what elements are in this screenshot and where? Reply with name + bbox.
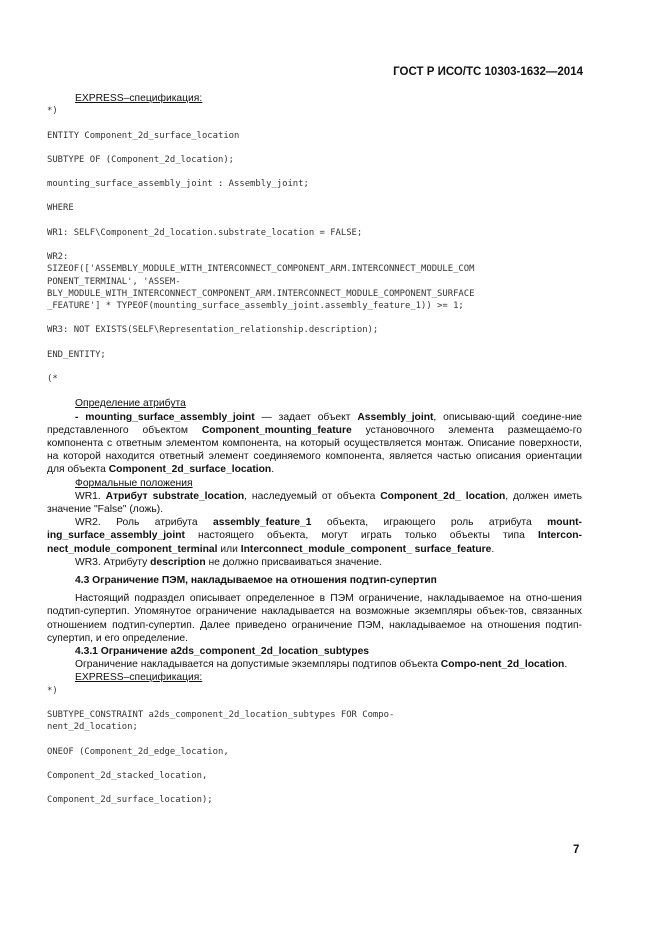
- code-open: *): [47, 685, 58, 696]
- code-constraint-line: nent_2d_location;: [47, 722, 138, 733]
- code-wr2-line: _FEATURE'] * TYPEOF(mounting_surface_assembly_joint.assembly_feature_1)) >= 1;: [47, 301, 464, 312]
- code-attribute: mounting_surface_assembly_joint : Assembly_joint;: [47, 179, 309, 190]
- code-wr1: WR1: SELF\Component_2d_location.substrate_location = FALSE;: [47, 227, 363, 238]
- formal-wr3: WR3. Атрибуту description не должно присваиваться значение.: [75, 556, 383, 568]
- code-close: (*: [47, 374, 58, 385]
- express-label: EXPRESS–спецификация:: [75, 93, 203, 104]
- section-heading: 4.3 Ограничение ПЭМ, накладываемое на отношения подтип-супертип: [75, 575, 437, 586]
- page-number: 7: [573, 844, 580, 856]
- code-wr2-line: PONENT_TERMINAL', 'ASSEM-: [47, 276, 181, 287]
- code-wr2-line: SIZEOF(['ASSEMBLY_MODULE_WITH_INTERCONNECT_COMPONENT_ARM.INTERCONNECT_MODULE_COM: [47, 264, 475, 275]
- code-wr2-label: WR2:: [47, 251, 69, 262]
- formal-heading: Формальные положения: [75, 477, 193, 489]
- formal-wr2: WR2. Роль атрибута assembly_feature_1 объекта, играющего роль атрибута mount-ing_surface_assembly_joint настоящего объекта, могут играть только объекты типа Intercon-nect_module_component_terminal или Interconnect_module_component_ surface_feature.: [47, 517, 582, 555]
- code-oneof: ONEOF (Component_2d_edge_location,: [47, 746, 229, 757]
- code-constraint-line: SUBTYPE_CONSTRAINT a2ds_component_2d_location_subtypes FOR Compo-: [47, 709, 395, 720]
- code-surface: Component_2d_surface_location);: [47, 795, 213, 806]
- code-stacked: Component_2d_stacked_location,: [47, 770, 208, 781]
- subsection-paragraph: Ограничение накладывается на допустимые экземпляры подтипов объекта Compo-nent_2d_location.: [75, 659, 568, 671]
- code-where: WHERE: [47, 203, 74, 214]
- section-paragraph: Настоящий подраздел описывает определенное в ПЭМ ограничение, накладываемое на отно-шения подтип-супертип. Упомянутое ограничение накладывается на возможные экземпляры объек-тов, связанных отношением подтип-супертип. Далее приведено ограничение ПЭМ, накладываемое на отношения подтип-супертип, и его определение.: [47, 593, 582, 644]
- attr-def-heading: Определение атрибута: [75, 398, 186, 410]
- formal-wr1: WR1. Атрибут substrate_location, наследуемый от объекта Component_2d_ location, должен иметь значение "False" (ложь).: [47, 490, 583, 515]
- subsection-heading: 4.3.1 Ограничение a2ds_component_2d_location_subtypes: [75, 646, 370, 658]
- attr-def-paragraph: - mounting_surface_assembly_joint — задает объект Assembly_joint, описываю-щий соедине-ние представленного объектом Component_mounting_feature установочного элемента размещаемо-го компонента с ответным элементом компонента, на который осуществляется монтаж. Описание поверхности, на которой находится ответный элемент соединяемого компонента, является частью описания ориентации для объекта Component_2d_surface_location.: [47, 411, 582, 476]
- code-wr2-line: BLY_MODULE_WITH_INTERCONNECT_COMPONENT_ARM.INTERCONNECT_MODULE_COMPONENT_SURFACE: [47, 288, 475, 299]
- document-header: ГОСТ Р ИСО/ТС 10303-1632—2014: [393, 66, 583, 78]
- page-content: [47, 92, 582, 806]
- code-open: *): [47, 106, 58, 117]
- code-entity: ENTITY Component_2d_surface_location: [47, 130, 240, 141]
- code-wr3: WR3: NOT EXISTS(SELF\Representation_relationship.description);: [47, 325, 379, 336]
- code-end: END_ENTITY;: [47, 349, 106, 360]
- code-subtype: SUBTYPE OF (Component_2d_location);: [47, 154, 235, 165]
- express-label: EXPRESS–спецификация:: [75, 672, 203, 684]
